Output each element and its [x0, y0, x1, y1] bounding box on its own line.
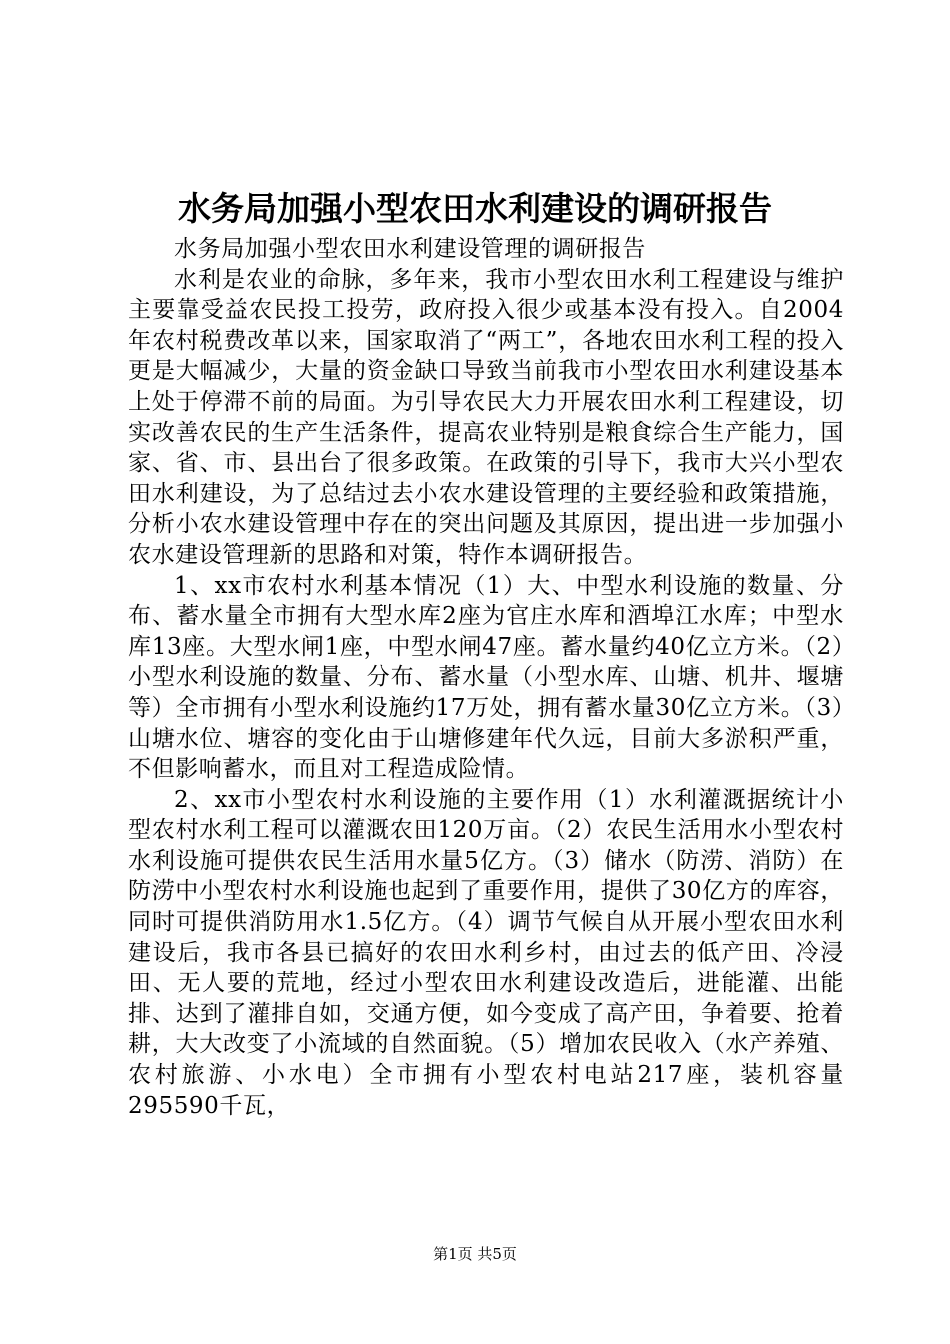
body-paragraph: 2、xx市小型农村水利设施的主要作用（1）水利灌溉据统计小型农村水利工程可以灌溉农田120万亩。（2）农民生活用水小型农村水利设施可提供农民生活用水量5亿方。（3）储水（防涝、消防）在防涝中小型农村水利设施也起到了重要作用，提供了30亿方的库容，同时可提供消防用水1.5亿方。（4）调节气候自从开展小型农田水利建设后，我市各县已搞好的农田水利乡村，由过去的低产田、冷浸田、无人要的荒地，经过小型农田水利建设改造后，进能灌、出能排、达到了灌排自如，交通方便，如今变成了高产田，争着要、抢着耕，大大改变了小流域的自然面貌。（5）增加农民收入（水产养殖、农村旅游、小水电）全市拥有小型农村电站217座，装机容量295590千瓦，: [128, 786, 844, 1119]
document-body: [128, 234, 844, 1121]
document-title: 水务局加强小型农田水利建设的调研报告: [178, 189, 772, 228]
body-paragraph: 1、xx市农村水利基本情况（1）大、中型水利设施的数量、分布、蓄水量全市拥有大型水库2座为官庄水库和酒埠江水库；中型水库13座。大型水闸1座，中型水闸47座。蓄水量约40亿立方米。（2）小型水利设施的数量、分布、蓄水量（小型水库、山塘、机井、堰塘等）全市拥有小型水利设施约17万处，拥有蓄水量30亿立方米。（3）山塘水位、塘容的变化由于山塘修建年代久远，目前大多淤积严重，不但影响蓄水，而且对工程造成险情。: [128, 572, 844, 783]
subtitle-paragraph: 水务局加强小型农田水利建设管理的调研报告: [174, 236, 646, 262]
body-paragraph: 水利是农业的命脉，多年来，我市小型农田水利工程建设与维护主要靠受益农民投工投劳，政府投入很少或基本没有投入。自2004年农村税费改革以来，国家取消了“两工”，各地农田水利工程的投入更是大幅减少，大量的资金缺口导致当前我市小型农田水利建设基本上处于停滞不前的局面。为引导农民大力开展农田水利工程建设，切实改善农民的生产生活条件，提高农业特别是粮食综合生产能力，国家、省、市、县出台了很多政策。在政策的引导下，我市大兴小型农田水利建设，为了总结过去小农水建设管理的主要经验和政策措施，分析小农水建设管理中存在的突出问题及其原因，提出进一步加强小农水建设管理新的思路和对策，特作本调研报告。: [128, 266, 844, 568]
page-number-footer: 第1页 共5页: [433, 1245, 517, 1263]
